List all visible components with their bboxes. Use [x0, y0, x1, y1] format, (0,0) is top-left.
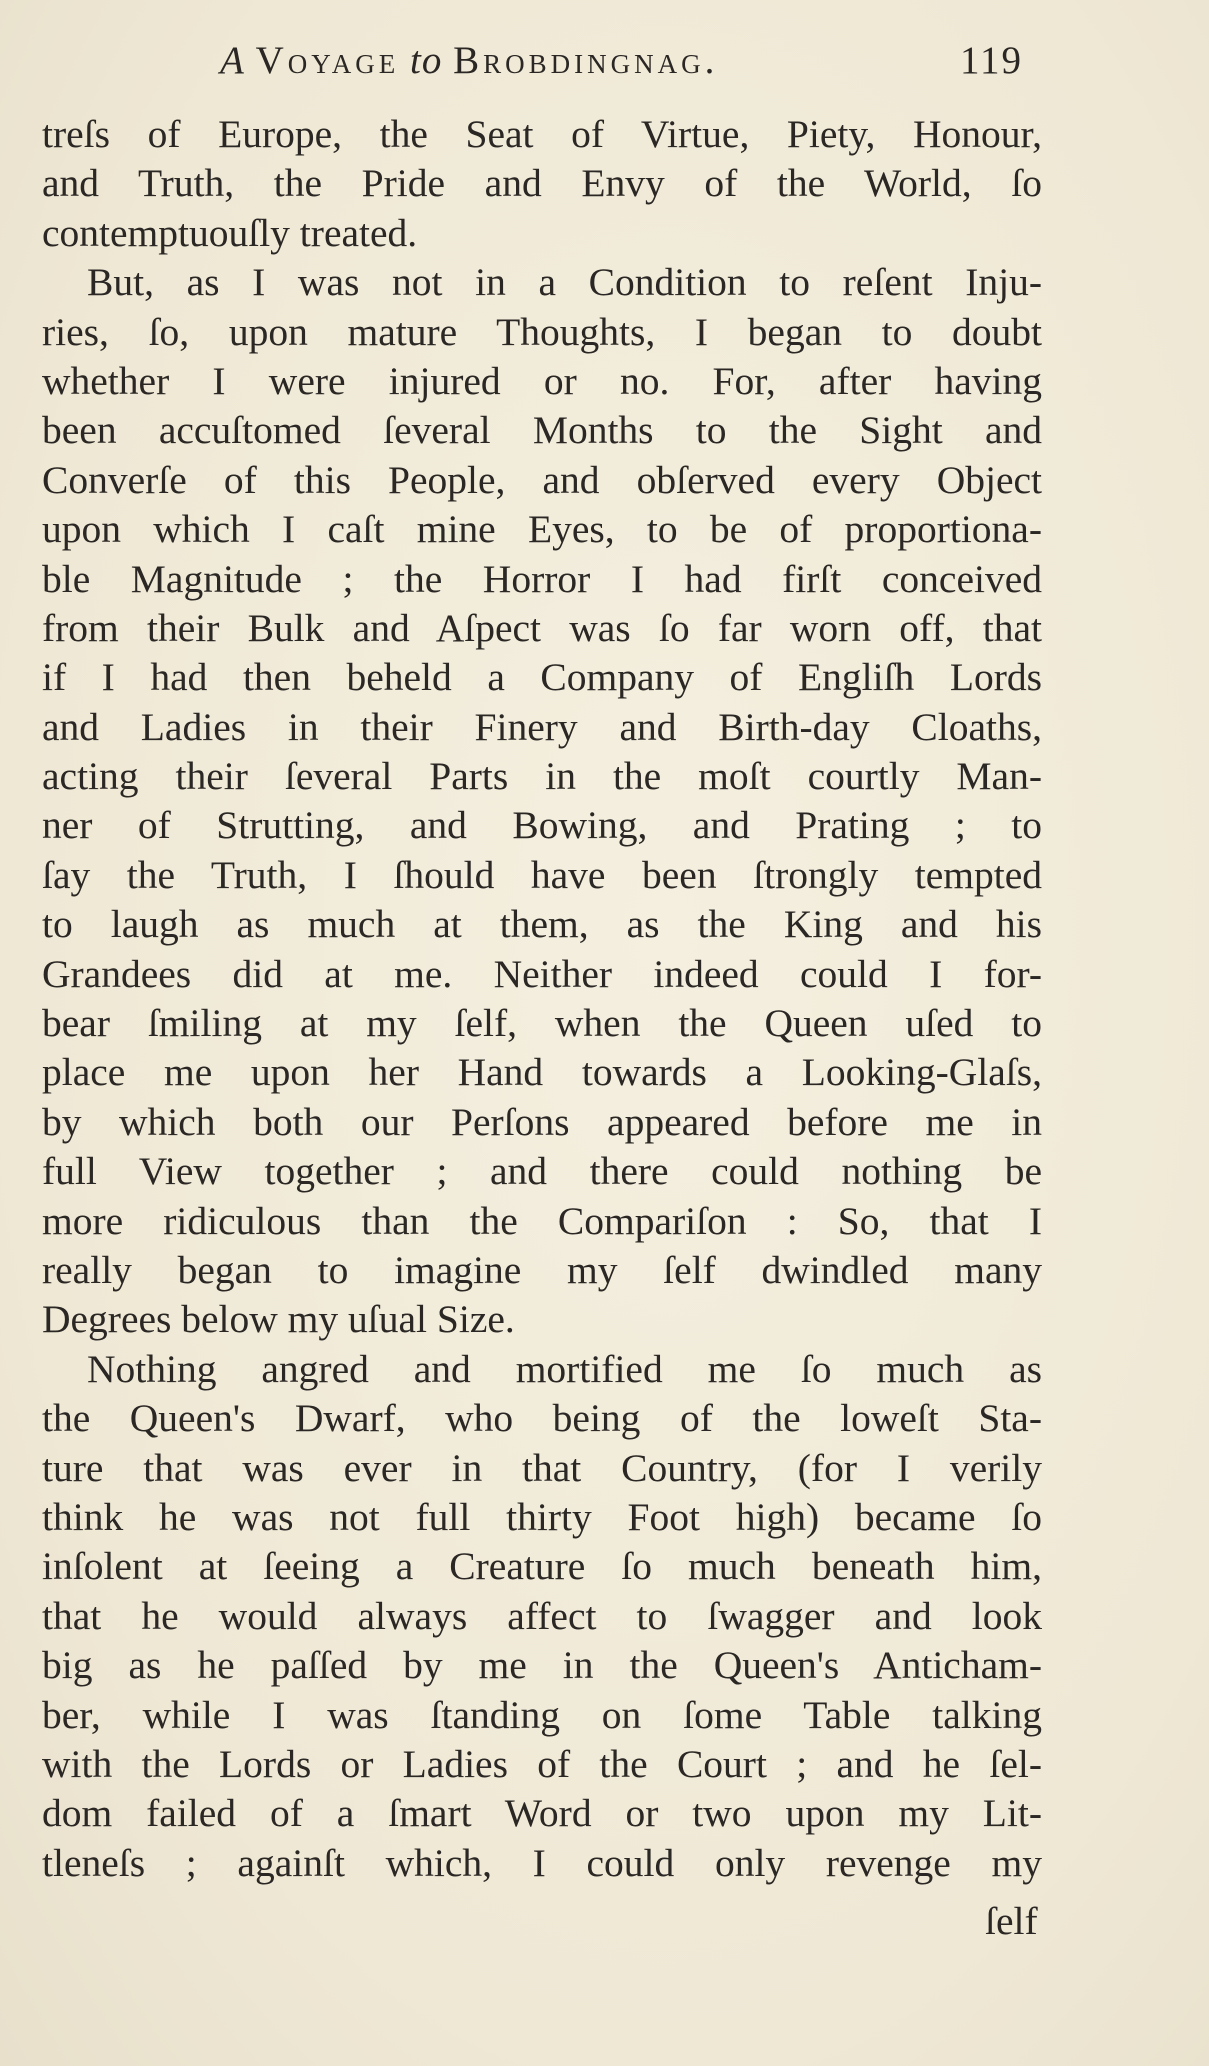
- text-line: been accuſtomed ſeveral Months to the Sight and: [42, 408, 1042, 453]
- header-voyage: Voyage: [255, 39, 400, 82]
- text-line: with the Lords or Ladies of the Court ; and he ſel-: [42, 1741, 1042, 1786]
- text-line: really began to imagine my ſelf dwindled many: [42, 1247, 1042, 1292]
- text-line: whether I were injured or no. For, after having: [42, 358, 1042, 403]
- header-article: A: [220, 39, 245, 82]
- text-line: ſay the Truth, I ſhould have been ſtrongly tempted: [42, 852, 1042, 897]
- text-line: acting their ſeveral Parts in the moſt courtly Man-: [42, 754, 1042, 799]
- body-text: [42, 110, 1042, 1888]
- text-line: the Queen's Dwarf, who being of the loweſt Sta-: [42, 1396, 1042, 1441]
- text-line: big as he paſſed by me in the Queen's Anticham-: [42, 1643, 1042, 1688]
- text-line: tleneſs ; againſt which, I could only revenge my: [42, 1840, 1042, 1885]
- text-line: upon which I caſt mine Eyes, to be of proportiona-: [42, 507, 1042, 552]
- text-line: bear ſmiling at my ſelf, when the Queen uſed to: [42, 1001, 1042, 1046]
- text-line: Nothing angred and mortified me ſo much as: [87, 1346, 1042, 1391]
- catchword: ſelf: [985, 1899, 1038, 1943]
- page-number: 119: [960, 39, 1024, 82]
- header-to: to: [410, 39, 443, 82]
- text-line: and Ladies in their Finery and Birth-day Cloaths,: [42, 704, 1042, 749]
- text-line: by which both our Perſons appeared before me in: [42, 1099, 1042, 1144]
- header-brobdingnag: Brobdingnag.: [453, 39, 719, 82]
- text-line: ner of Strutting, and Bowing, and Prating ; to: [42, 803, 1042, 848]
- text-line: full View together ; and there could nothing be: [42, 1149, 1042, 1194]
- text-line: to laugh as much at them, as the King and his: [42, 902, 1042, 947]
- text-line: inſolent at ſeeing a Creature ſo much beneath him,: [42, 1544, 1042, 1589]
- text-line: contemptuouſly treated.: [42, 210, 418, 255]
- text-line: that he would always affect to ſwagger and look: [42, 1593, 1042, 1638]
- text-line: if I had then beheld a Company of Engliſh Lords: [42, 655, 1042, 700]
- text-line: dom failed of a ſmart Word or two upon my Lit-: [42, 1791, 1042, 1836]
- text-line: But, as I was not in a Condition to reſent Inju-: [87, 260, 1042, 305]
- text-line: Converſe of this People, and obſerved every Object: [42, 457, 1042, 502]
- text-line: ries, ſo, upon mature Thoughts, I began to doubt: [42, 309, 1042, 354]
- text-line: Grandees did at me. Neither indeed could I for-: [42, 951, 1042, 996]
- text-line: from their Bulk and Aſpect was ſo far worn off, that: [42, 605, 1042, 650]
- text-line: ture that was ever in that Country, (for I verily: [42, 1445, 1042, 1490]
- text-line: and Truth, the Pride and Envy of the World, ſo: [42, 161, 1042, 206]
- text-line: ble Magnitude ; the Horror I had firſt conceived: [42, 556, 1042, 601]
- text-line: treſs of Europe, the Seat of Virtue, Piety, Honour,: [42, 112, 1042, 156]
- text-line: think he was not full thirty Foot high) became ſo: [42, 1494, 1042, 1539]
- text-line: Degrees below my uſual Size.: [42, 1297, 515, 1342]
- text-line: ber, while I was ſtanding on ſome Table talking: [42, 1692, 1042, 1737]
- running-header: [220, 38, 1080, 98]
- text-line: more ridiculous than the Compariſon : So, that I: [42, 1198, 1042, 1243]
- text-line: place me upon her Hand towards a Looking-Glaſs,: [42, 1050, 1042, 1095]
